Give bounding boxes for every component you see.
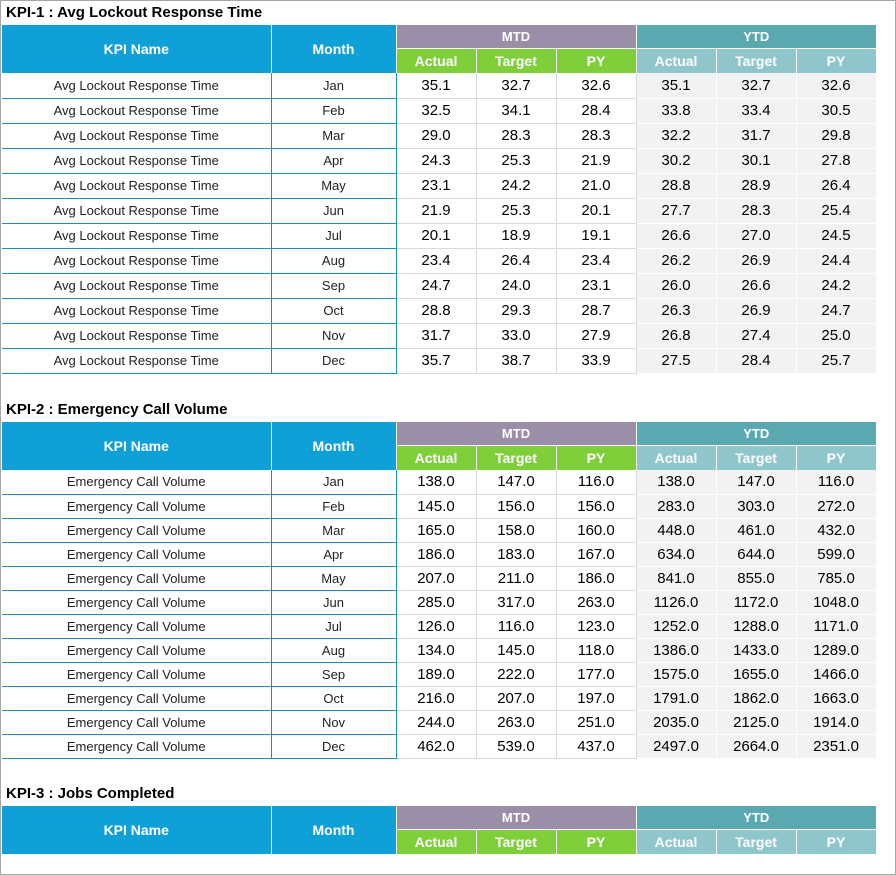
- table-row: [2, 98, 876, 123]
- table-row: [2, 73, 876, 98]
- mtd-py-cell[interactable]: 197.0: [556, 686, 636, 710]
- header-kpi-name: KPI Name: [2, 806, 271, 854]
- table-row: [2, 248, 876, 273]
- ytd-target-cell[interactable]: 28.4: [716, 348, 796, 373]
- mtd-actual-cell[interactable]: 145.0: [396, 494, 476, 518]
- ytd-py-cell[interactable]: 785.0: [796, 566, 876, 590]
- header-mtd: MTD: [396, 806, 636, 830]
- kpi-name-cell[interactable]: Emergency Call Volume: [2, 470, 271, 494]
- ytd-target-cell[interactable]: 147.0: [716, 470, 796, 494]
- ytd-target-cell[interactable]: 33.4: [716, 98, 796, 123]
- ytd-py-cell[interactable]: 272.0: [796, 494, 876, 518]
- month-cell[interactable]: Jan: [271, 470, 396, 494]
- kpi-name-cell[interactable]: Avg Lockout Response Time: [2, 323, 271, 348]
- mtd-actual-cell[interactable]: 21.9: [396, 198, 476, 223]
- mtd-actual-cell[interactable]: 23.1: [396, 173, 476, 198]
- ytd-actual-cell[interactable]: 283.0: [636, 494, 716, 518]
- ytd-py-cell[interactable]: 24.2: [796, 273, 876, 298]
- mtd-actual-cell[interactable]: 462.0: [396, 734, 476, 758]
- mtd-py-cell[interactable]: 23.1: [556, 273, 636, 298]
- mtd-py-cell[interactable]: 19.1: [556, 223, 636, 248]
- month-cell[interactable]: Apr: [271, 148, 396, 173]
- kpi-name-cell[interactable]: Emergency Call Volume: [2, 710, 271, 734]
- mtd-py-cell[interactable]: 118.0: [556, 638, 636, 662]
- month-cell[interactable]: May: [271, 566, 396, 590]
- ytd-target-cell[interactable]: 461.0: [716, 518, 796, 542]
- ytd-target-cell[interactable]: 1433.0: [716, 638, 796, 662]
- ytd-actual-cell[interactable]: 35.1: [636, 73, 716, 98]
- ytd-actual-cell[interactable]: 1575.0: [636, 662, 716, 686]
- ytd-target-cell[interactable]: 32.7: [716, 73, 796, 98]
- mtd-py-cell[interactable]: 23.4: [556, 248, 636, 273]
- mtd-py-cell[interactable]: 27.9: [556, 323, 636, 348]
- ytd-py-cell[interactable]: 30.5: [796, 98, 876, 123]
- mtd-target-cell[interactable]: 263.0: [476, 710, 556, 734]
- kpi-block: [1, 1, 877, 374]
- header-kpi-name: KPI Name: [2, 25, 271, 73]
- ytd-py-cell[interactable]: 29.8: [796, 123, 876, 148]
- kpi-table: [2, 25, 877, 374]
- mtd-py-cell[interactable]: 28.7: [556, 298, 636, 323]
- table-row: [2, 273, 876, 298]
- mtd-py-cell[interactable]: 21.9: [556, 148, 636, 173]
- table-row: [2, 662, 876, 686]
- kpi-name-cell[interactable]: Emergency Call Volume: [2, 566, 271, 590]
- mtd-target-cell[interactable]: 25.3: [476, 148, 556, 173]
- header-mtd: MTD: [396, 25, 636, 49]
- mtd-target-cell[interactable]: 222.0: [476, 662, 556, 686]
- kpi-title: KPI-1 : Avg Lockout Response Time: [6, 4, 263, 21]
- mtd-actual-cell[interactable]: 207.0: [396, 566, 476, 590]
- mtd-target-cell[interactable]: 158.0: [476, 518, 556, 542]
- mtd-actual-cell[interactable]: 28.8: [396, 298, 476, 323]
- header-ytd-py: PY: [796, 49, 876, 74]
- header-mtd-actual: Actual: [396, 49, 476, 74]
- mtd-py-cell[interactable]: 167.0: [556, 542, 636, 566]
- table-row: [2, 470, 876, 494]
- month-cell[interactable]: Dec: [271, 348, 396, 373]
- mtd-target-cell[interactable]: 116.0: [476, 614, 556, 638]
- month-cell[interactable]: Feb: [271, 494, 396, 518]
- month-cell[interactable]: Feb: [271, 98, 396, 123]
- ytd-py-cell[interactable]: 599.0: [796, 542, 876, 566]
- month-cell[interactable]: Sep: [271, 662, 396, 686]
- ytd-target-cell[interactable]: 28.3: [716, 198, 796, 223]
- kpi-name-cell[interactable]: Avg Lockout Response Time: [2, 98, 271, 123]
- header-ytd-target: Target: [716, 446, 796, 471]
- mtd-actual-cell[interactable]: 165.0: [396, 518, 476, 542]
- table-row: [2, 348, 876, 373]
- mtd-py-cell[interactable]: 33.9: [556, 348, 636, 373]
- mtd-actual-cell[interactable]: 20.1: [396, 223, 476, 248]
- header-ytd-py: PY: [796, 446, 876, 471]
- mtd-actual-cell[interactable]: 189.0: [396, 662, 476, 686]
- kpi-table: [2, 422, 877, 759]
- mtd-target-cell[interactable]: 207.0: [476, 686, 556, 710]
- kpi-block: [1, 398, 877, 759]
- month-cell[interactable]: Oct: [271, 298, 396, 323]
- kpi-title: KPI-2 : Emergency Call Volume: [6, 401, 228, 418]
- kpi-name-cell[interactable]: Emergency Call Volume: [2, 614, 271, 638]
- table-row: [2, 323, 876, 348]
- mtd-py-cell[interactable]: 123.0: [556, 614, 636, 638]
- ytd-target-cell[interactable]: 2664.0: [716, 734, 796, 758]
- mtd-target-cell[interactable]: 183.0: [476, 542, 556, 566]
- header-ytd-target: Target: [716, 49, 796, 74]
- header-mtd-target: Target: [476, 830, 556, 855]
- ytd-py-cell[interactable]: 116.0: [796, 470, 876, 494]
- mtd-target-cell[interactable]: 539.0: [476, 734, 556, 758]
- mtd-target-cell[interactable]: 38.7: [476, 348, 556, 373]
- header-ytd: YTD: [636, 422, 876, 446]
- header-month: Month: [271, 806, 396, 854]
- ytd-py-cell[interactable]: 1048.0: [796, 590, 876, 614]
- table-row: [2, 686, 876, 710]
- month-cell[interactable]: Oct: [271, 686, 396, 710]
- kpi-name-cell[interactable]: Emergency Call Volume: [2, 662, 271, 686]
- ytd-target-cell[interactable]: 26.9: [716, 248, 796, 273]
- kpi-name-cell[interactable]: Avg Lockout Response Time: [2, 148, 271, 173]
- kpi-name-cell[interactable]: Avg Lockout Response Time: [2, 248, 271, 273]
- mtd-target-cell[interactable]: 24.2: [476, 173, 556, 198]
- ytd-target-cell[interactable]: 303.0: [716, 494, 796, 518]
- mtd-actual-cell[interactable]: 134.0: [396, 638, 476, 662]
- mtd-actual-cell[interactable]: 285.0: [396, 590, 476, 614]
- ytd-actual-cell[interactable]: 28.8: [636, 173, 716, 198]
- ytd-actual-cell[interactable]: 138.0: [636, 470, 716, 494]
- mtd-py-cell[interactable]: 32.6: [556, 73, 636, 98]
- mtd-actual-cell[interactable]: 29.0: [396, 123, 476, 148]
- ytd-actual-cell[interactable]: 1386.0: [636, 638, 716, 662]
- ytd-actual-cell[interactable]: 1791.0: [636, 686, 716, 710]
- ytd-py-cell[interactable]: 1663.0: [796, 686, 876, 710]
- mtd-actual-cell[interactable]: 24.7: [396, 273, 476, 298]
- kpi-name-cell[interactable]: Emergency Call Volume: [2, 518, 271, 542]
- header-ytd-actual: Actual: [636, 830, 716, 855]
- table-row: [2, 518, 876, 542]
- table-row: [2, 590, 876, 614]
- ytd-py-cell[interactable]: 2351.0: [796, 734, 876, 758]
- mtd-py-cell[interactable]: 28.3: [556, 123, 636, 148]
- table-row: [2, 173, 876, 198]
- ytd-py-cell[interactable]: 1466.0: [796, 662, 876, 686]
- ytd-actual-cell[interactable]: 26.6: [636, 223, 716, 248]
- table-row: [2, 223, 876, 248]
- mtd-py-cell[interactable]: 263.0: [556, 590, 636, 614]
- table-row: [2, 123, 876, 148]
- ytd-actual-cell[interactable]: 26.8: [636, 323, 716, 348]
- header-mtd-target: Target: [476, 49, 556, 74]
- header-ytd-actual: Actual: [636, 49, 716, 74]
- header-mtd-actual: Actual: [396, 446, 476, 471]
- ytd-target-cell[interactable]: 28.9: [716, 173, 796, 198]
- ytd-actual-cell[interactable]: 634.0: [636, 542, 716, 566]
- header-month: Month: [271, 422, 396, 470]
- header-ytd-py: PY: [796, 830, 876, 855]
- mtd-actual-cell[interactable]: 24.3: [396, 148, 476, 173]
- header-mtd-py: PY: [556, 830, 636, 855]
- ytd-py-cell[interactable]: 1171.0: [796, 614, 876, 638]
- month-cell[interactable]: Mar: [271, 123, 396, 148]
- mtd-py-cell[interactable]: 21.0: [556, 173, 636, 198]
- mtd-py-cell[interactable]: 28.4: [556, 98, 636, 123]
- month-cell[interactable]: Jun: [271, 590, 396, 614]
- mtd-target-cell[interactable]: 28.3: [476, 123, 556, 148]
- header-ytd: YTD: [636, 806, 876, 830]
- ytd-py-cell[interactable]: 1914.0: [796, 710, 876, 734]
- kpi-name-cell[interactable]: Emergency Call Volume: [2, 686, 271, 710]
- table-row: [2, 494, 876, 518]
- mtd-actual-cell[interactable]: 126.0: [396, 614, 476, 638]
- month-cell[interactable]: Nov: [271, 323, 396, 348]
- ytd-actual-cell[interactable]: 26.0: [636, 273, 716, 298]
- header-ytd-actual: Actual: [636, 446, 716, 471]
- kpi-name-cell[interactable]: Avg Lockout Response Time: [2, 348, 271, 373]
- ytd-target-cell[interactable]: 1862.0: [716, 686, 796, 710]
- kpi-name-cell[interactable]: Emergency Call Volume: [2, 494, 271, 518]
- mtd-actual-cell[interactable]: 138.0: [396, 470, 476, 494]
- ytd-actual-cell[interactable]: 2035.0: [636, 710, 716, 734]
- mtd-target-cell[interactable]: 145.0: [476, 638, 556, 662]
- table-row: [2, 298, 876, 323]
- mtd-py-cell[interactable]: 116.0: [556, 470, 636, 494]
- kpi-name-cell[interactable]: Emergency Call Volume: [2, 638, 271, 662]
- ytd-target-cell[interactable]: 30.1: [716, 148, 796, 173]
- mtd-target-cell[interactable]: 147.0: [476, 470, 556, 494]
- month-cell[interactable]: May: [271, 173, 396, 198]
- mtd-target-cell[interactable]: 29.3: [476, 298, 556, 323]
- ytd-py-cell[interactable]: 32.6: [796, 73, 876, 98]
- ytd-py-cell[interactable]: 25.0: [796, 323, 876, 348]
- kpi-name-cell[interactable]: Emergency Call Volume: [2, 590, 271, 614]
- ytd-actual-cell[interactable]: 27.7: [636, 198, 716, 223]
- mtd-py-cell[interactable]: 251.0: [556, 710, 636, 734]
- mtd-py-cell[interactable]: 177.0: [556, 662, 636, 686]
- header-mtd-py: PY: [556, 446, 636, 471]
- mtd-target-cell[interactable]: 25.3: [476, 198, 556, 223]
- mtd-target-cell[interactable]: 26.4: [476, 248, 556, 273]
- mtd-actual-cell[interactable]: 186.0: [396, 542, 476, 566]
- kpi-title: KPI-3 : Jobs Completed: [6, 785, 175, 802]
- kpi-name-cell[interactable]: Avg Lockout Response Time: [2, 223, 271, 248]
- ytd-py-cell[interactable]: 24.7: [796, 298, 876, 323]
- kpi-name-cell[interactable]: Emergency Call Volume: [2, 542, 271, 566]
- ytd-target-cell[interactable]: 1655.0: [716, 662, 796, 686]
- mtd-target-cell[interactable]: 33.0: [476, 323, 556, 348]
- header-mtd-py: PY: [556, 49, 636, 74]
- kpi-name-cell[interactable]: Avg Lockout Response Time: [2, 273, 271, 298]
- month-cell[interactable]: Jun: [271, 198, 396, 223]
- header-mtd: MTD: [396, 422, 636, 446]
- mtd-target-cell[interactable]: 317.0: [476, 590, 556, 614]
- kpi-name-cell[interactable]: Avg Lockout Response Time: [2, 73, 271, 98]
- kpi-name-cell[interactable]: Emergency Call Volume: [2, 734, 271, 758]
- ytd-actual-cell[interactable]: 1252.0: [636, 614, 716, 638]
- month-cell[interactable]: Apr: [271, 542, 396, 566]
- kpi-name-cell[interactable]: Avg Lockout Response Time: [2, 123, 271, 148]
- mtd-actual-cell[interactable]: 32.5: [396, 98, 476, 123]
- ytd-actual-cell[interactable]: 33.8: [636, 98, 716, 123]
- table-row: [2, 614, 876, 638]
- table-row: [2, 198, 876, 223]
- mtd-target-cell[interactable]: 156.0: [476, 494, 556, 518]
- mtd-py-cell[interactable]: 156.0: [556, 494, 636, 518]
- mtd-actual-cell[interactable]: 23.4: [396, 248, 476, 273]
- ytd-py-cell[interactable]: 27.8: [796, 148, 876, 173]
- month-cell[interactable]: Mar: [271, 518, 396, 542]
- ytd-target-cell[interactable]: 27.4: [716, 323, 796, 348]
- header-mtd-actual: Actual: [396, 830, 476, 855]
- ytd-actual-cell[interactable]: 448.0: [636, 518, 716, 542]
- ytd-py-cell[interactable]: 25.4: [796, 198, 876, 223]
- header-mtd-target: Target: [476, 446, 556, 471]
- mtd-actual-cell[interactable]: 244.0: [396, 710, 476, 734]
- table-row: [2, 542, 876, 566]
- ytd-actual-cell[interactable]: 32.2: [636, 123, 716, 148]
- mtd-py-cell[interactable]: 20.1: [556, 198, 636, 223]
- mtd-actual-cell[interactable]: 35.7: [396, 348, 476, 373]
- mtd-target-cell[interactable]: 32.7: [476, 73, 556, 98]
- header-kpi-name: KPI Name: [2, 422, 271, 470]
- ytd-target-cell[interactable]: 644.0: [716, 542, 796, 566]
- table-row: [2, 566, 876, 590]
- mtd-target-cell[interactable]: 24.0: [476, 273, 556, 298]
- header-ytd-target: Target: [716, 830, 796, 855]
- mtd-py-cell[interactable]: 437.0: [556, 734, 636, 758]
- ytd-py-cell[interactable]: 24.5: [796, 223, 876, 248]
- month-cell[interactable]: Sep: [271, 273, 396, 298]
- kpi-name-cell[interactable]: Avg Lockout Response Time: [2, 198, 271, 223]
- kpi-name-cell[interactable]: Avg Lockout Response Time: [2, 298, 271, 323]
- mtd-actual-cell[interactable]: 31.7: [396, 323, 476, 348]
- ytd-actual-cell[interactable]: 841.0: [636, 566, 716, 590]
- month-cell[interactable]: Jan: [271, 73, 396, 98]
- kpi-block: [1, 782, 877, 854]
- ytd-target-cell[interactable]: 855.0: [716, 566, 796, 590]
- kpi-name-cell[interactable]: Avg Lockout Response Time: [2, 173, 271, 198]
- table-row: [2, 638, 876, 662]
- ytd-target-cell[interactable]: 1172.0: [716, 590, 796, 614]
- mtd-target-cell[interactable]: 211.0: [476, 566, 556, 590]
- mtd-actual-cell[interactable]: 35.1: [396, 73, 476, 98]
- ytd-actual-cell[interactable]: 27.5: [636, 348, 716, 373]
- month-cell[interactable]: Aug: [271, 248, 396, 273]
- ytd-actual-cell[interactable]: 26.3: [636, 298, 716, 323]
- ytd-py-cell[interactable]: 26.4: [796, 173, 876, 198]
- ytd-py-cell[interactable]: 24.4: [796, 248, 876, 273]
- ytd-actual-cell[interactable]: 1126.0: [636, 590, 716, 614]
- ytd-target-cell[interactable]: 1288.0: [716, 614, 796, 638]
- ytd-target-cell[interactable]: 31.7: [716, 123, 796, 148]
- mtd-target-cell[interactable]: 34.1: [476, 98, 556, 123]
- month-cell[interactable]: Jul: [271, 223, 396, 248]
- kpi-table: [2, 806, 877, 854]
- ytd-actual-cell[interactable]: 30.2: [636, 148, 716, 173]
- ytd-py-cell[interactable]: 432.0: [796, 518, 876, 542]
- mtd-py-cell[interactable]: 186.0: [556, 566, 636, 590]
- ytd-py-cell[interactable]: 25.7: [796, 348, 876, 373]
- mtd-py-cell[interactable]: 160.0: [556, 518, 636, 542]
- table-row: [2, 148, 876, 173]
- ytd-py-cell[interactable]: 1289.0: [796, 638, 876, 662]
- ytd-target-cell[interactable]: 2125.0: [716, 710, 796, 734]
- ytd-actual-cell[interactable]: 2497.0: [636, 734, 716, 758]
- table-row: [2, 734, 876, 758]
- header-month: Month: [271, 25, 396, 73]
- ytd-target-cell[interactable]: 26.9: [716, 298, 796, 323]
- mtd-target-cell[interactable]: 18.9: [476, 223, 556, 248]
- month-cell[interactable]: Dec: [271, 734, 396, 758]
- month-cell[interactable]: Nov: [271, 710, 396, 734]
- header-ytd: YTD: [636, 25, 876, 49]
- mtd-actual-cell[interactable]: 216.0: [396, 686, 476, 710]
- month-cell[interactable]: Jul: [271, 614, 396, 638]
- table-row: [2, 710, 876, 734]
- ytd-target-cell[interactable]: 26.6: [716, 273, 796, 298]
- month-cell[interactable]: Aug: [271, 638, 396, 662]
- ytd-target-cell[interactable]: 27.0: [716, 223, 796, 248]
- ytd-actual-cell[interactable]: 26.2: [636, 248, 716, 273]
